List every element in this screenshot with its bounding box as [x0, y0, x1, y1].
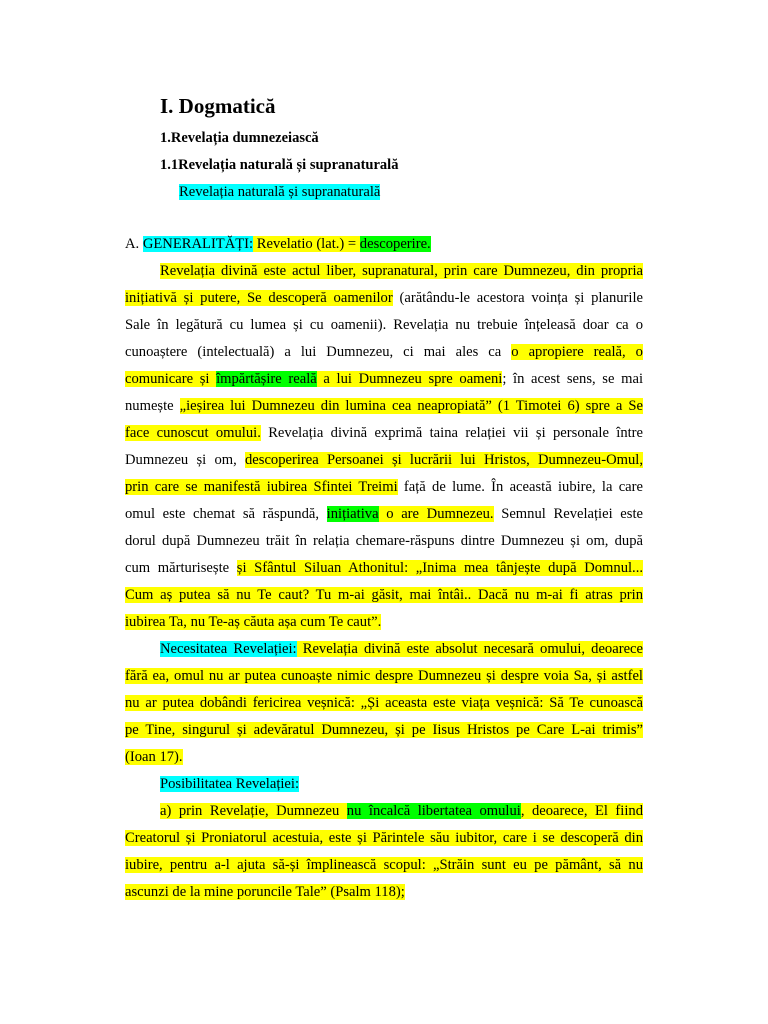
text-run: nu încalcă libertatea omului: [346, 803, 521, 819]
text-run: pe Tine, singurul și adevăratul Dumnezeu, și pe Iisus Hristos pe Care L-ai trimis”: [125, 722, 643, 738]
text-run: a) prin Revelație, Dumnezeu: [160, 803, 347, 819]
paragraph-line: [160, 640, 643, 658]
text-run: numește: [125, 398, 180, 414]
paragraph-line: [160, 262, 643, 280]
text-run: omul este chemat să răspundă,: [125, 506, 327, 522]
text-run: inițiativă și putere, Se descoperă oamenilor: [125, 290, 393, 306]
paragraph-line: [125, 343, 643, 361]
paragraph-line: [125, 397, 643, 415]
section-heading: 1.Revelația dumnezeiască: [160, 130, 319, 146]
text-run: descoperire.: [359, 236, 431, 252]
paragraph-line: [125, 667, 643, 685]
text-run: Revelația divină exprimă taina relației vii și personale între: [260, 425, 644, 441]
text-run: Revelatio (lat.) =: [253, 236, 360, 252]
text-run: (Ioan 17).: [125, 749, 183, 765]
paragraph-line: [125, 559, 643, 577]
text-run: (arătându-le acestora voința și planurile: [392, 290, 643, 306]
text-run: Creatorul și Proniatorul acestuia, este și Părintele său iubitor, care i se descoperă din: [125, 830, 643, 846]
text-run: o apropiere reală, o: [511, 344, 643, 360]
text-run: Posibilitatea Revelației:: [160, 776, 300, 792]
paragraph-line: [125, 235, 643, 253]
text-run: „ieșirea lui Dumnezeu din lumina cea neapropiată” (1 Timotei 6) spre a Se: [179, 398, 643, 414]
text-run: Revelația divină este actul liber, supranatural, prin care Dumnezeu, din propria: [160, 263, 643, 279]
paragraph-line: [125, 532, 643, 550]
cyan-heading-text: Revelația naturală și supranaturală: [179, 184, 381, 200]
text-run: Cum aș putea să nu Te caut? Tu m-ai găsit, mai întâi.. Dacă nu m-ai fi atras prin: [125, 587, 643, 603]
text-run: cum mărturisește: [125, 560, 237, 576]
paragraph-line: [125, 316, 643, 334]
text-run: descoperirea Persoanei și lucrării lui Hristos, Dumnezeu-Omul,: [244, 452, 643, 468]
text-run: dorul după Dumnezeu trăit în relația chemare-răspuns dintre Dumnezeu și om, după: [125, 533, 643, 549]
paragraph-line: [125, 856, 643, 874]
text-run: nu ar putea dobândi fericirea veșnică: „Și aceasta este viața veșnică: Să Te cunoască: [125, 695, 643, 711]
paragraph-line: [125, 613, 643, 631]
paragraph-line: [125, 748, 643, 766]
paragraph-line: [160, 775, 643, 793]
text-run: A.: [125, 236, 143, 252]
text-run: inițiativa: [326, 506, 379, 522]
text-run: Semnul Revelației este: [493, 506, 643, 522]
paragraph-line: [125, 478, 643, 496]
text-run: față de lume. În această iubire, la care: [397, 479, 644, 495]
text-run: ascunzi de la mine poruncile Tale” (Psalm 118);: [125, 884, 405, 900]
text-run: Dumnezeu și om,: [125, 452, 245, 468]
subsection-heading: 1.1Revelația naturală și supranaturală: [160, 157, 399, 173]
paragraph-line: [125, 289, 643, 307]
text-run: iubirea Ta, nu Te-aș căuta așa cum Te caut”.: [125, 614, 382, 630]
text-run: Sale în legătură cu lumea și cu oamenii). Revelația nu trebuie înțeleasă doar ca o: [125, 317, 643, 333]
text-run: ; în acest sens, se mai: [502, 371, 643, 387]
text-run: cunoaștere (intelectuală) a lui Dumnezeu, ci mai ales ca: [125, 344, 512, 360]
text-run: face cunoscut omului.: [125, 425, 261, 441]
paragraph-line: [125, 370, 643, 388]
text-run: a lui Dumnezeu spre oameni: [316, 371, 503, 387]
text-run: comunicare și: [125, 371, 217, 387]
paragraph-line: [160, 802, 643, 820]
text-run: fără ea, omul nu ar putea cunoaște nimic despre Dumnezeu și despre voia Sa, și astfel: [125, 668, 643, 684]
text-run: împărtășire reală: [216, 371, 317, 387]
text-run: Necesitatea Revelației:: [160, 641, 297, 657]
text-run: iubire, pentru a-l ajuta să-și împlinească scopul: „Străin sunt eu pe pământ, să nu: [125, 857, 643, 873]
text-run: , deoarece, El fiind: [520, 803, 643, 819]
text-run: prin care se manifestă iubirea Sfintei Treimi: [125, 479, 398, 495]
paragraph-line: [125, 721, 643, 739]
paragraph-line: [125, 883, 643, 901]
text-run: Revelația divină este absolut necesară omului, deoarece: [296, 641, 643, 657]
paragraph-line: [125, 505, 643, 523]
text-run: GENERALITĂȚI:: [142, 236, 254, 252]
paragraph-line: [125, 424, 643, 442]
paragraph-line: [125, 694, 643, 712]
paragraph-line: [125, 586, 643, 604]
chapter-title: I. Dogmatică: [160, 94, 276, 118]
text-run: și Sfântul Siluan Athonitul: „Inima mea tânjește după Domnul...: [236, 560, 643, 576]
text-run: o are Dumnezeu.: [378, 506, 494, 522]
paragraph-line: [125, 829, 643, 847]
paragraph-line: [125, 451, 643, 469]
cyan-heading: [179, 183, 380, 201]
